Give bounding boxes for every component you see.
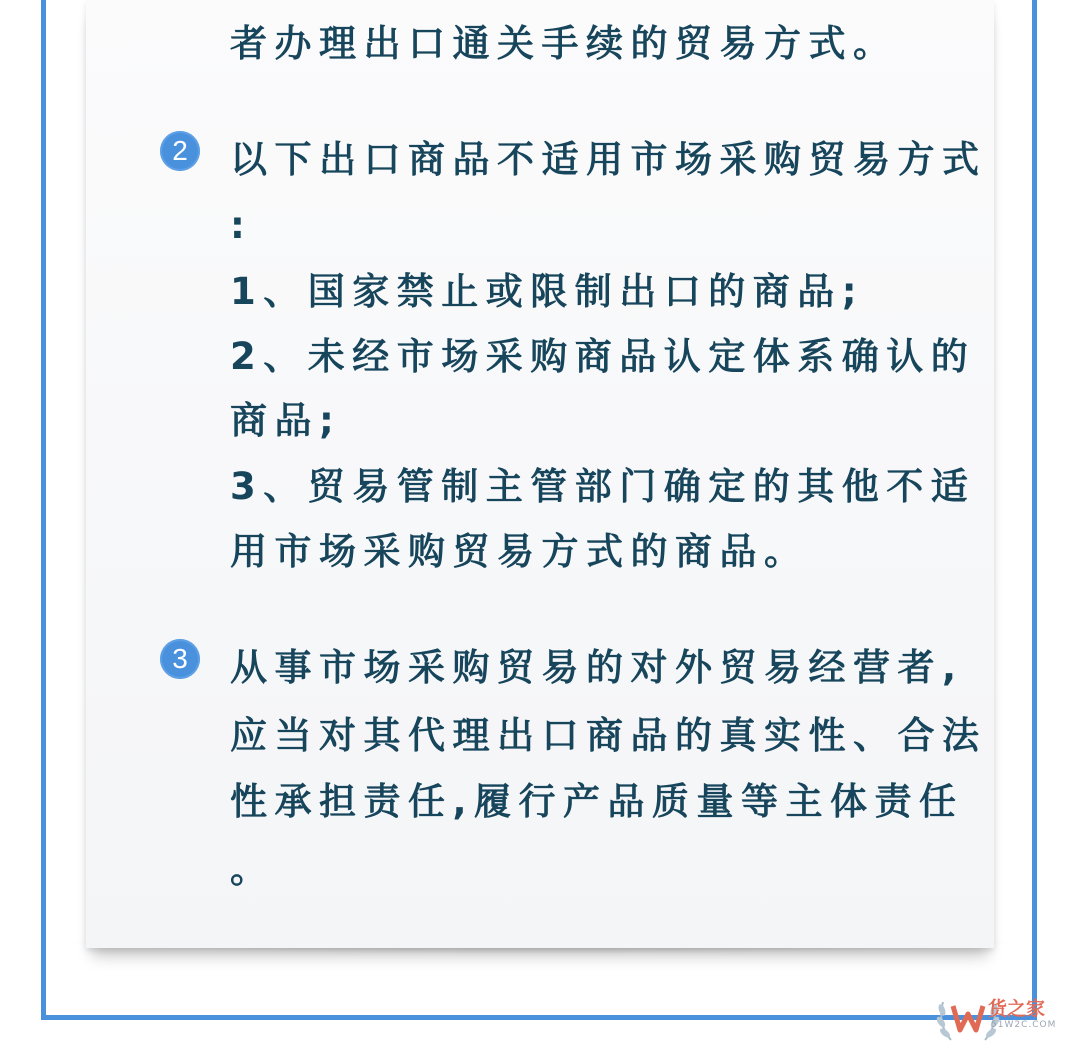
text-line: 。: [230, 848, 275, 891]
text-line: 1、国家禁止或限制出口的商品;: [230, 270, 865, 313]
text-line: :: [230, 204, 253, 247]
text-line: 者办理出口通关手续的贸易方式。: [230, 22, 898, 65]
list-number-badge: 2: [160, 131, 200, 171]
text-line: 商品;: [230, 399, 342, 442]
watermark-site: 51W2C.COM: [991, 1020, 1057, 1030]
list-number-badge: 3: [160, 639, 200, 679]
text-line: 应当对其代理出口商品的真实性、合法: [230, 714, 987, 757]
text-line: 用市场采购贸易方式的商品。: [230, 530, 809, 573]
text-line: 2、未经市场采购商品认定体系确认的: [230, 335, 976, 378]
text-line: 从事市场采购贸易的对外贸易经营者,: [230, 646, 964, 689]
text-line: 性承担责任,履行产品质量等主体责任: [230, 780, 964, 823]
watermark-logo: [933, 980, 1073, 1052]
text-line: 3、贸易管制主管部门确定的其他不适: [230, 465, 976, 508]
text-line: 以下出口商品不适用市场采购贸易方式: [230, 138, 987, 181]
watermark-name: 货之家: [988, 998, 1046, 1020]
